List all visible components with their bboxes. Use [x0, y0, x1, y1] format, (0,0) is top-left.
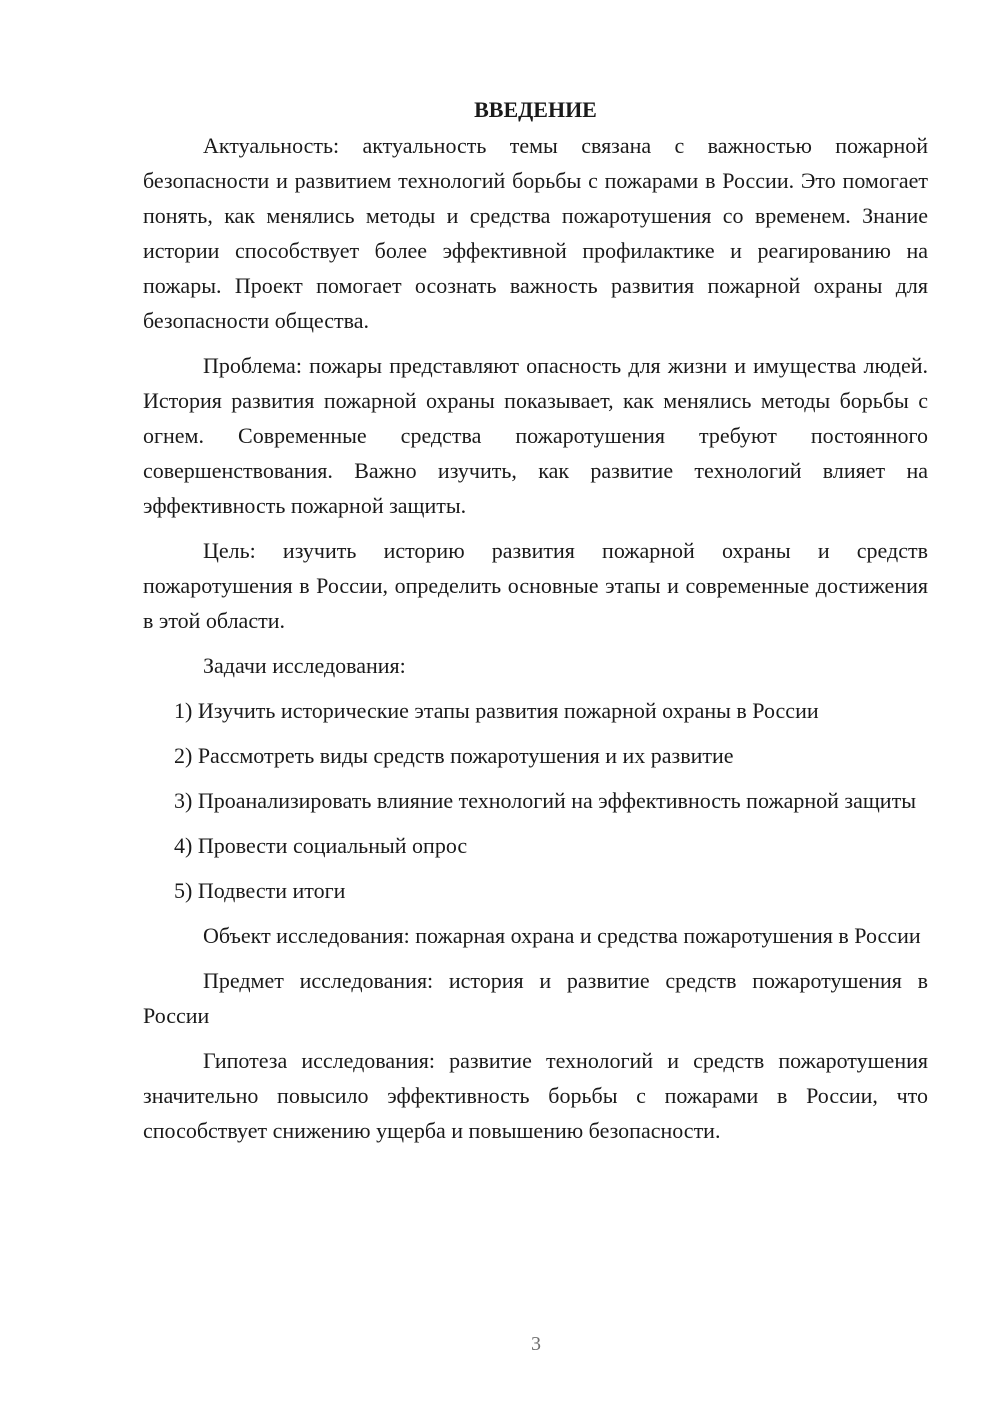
relevance-paragraph: Актуальность: актуальность темы связана с важностью пожарной безопасности и развитием технологий борьбы с пожарами в России. Это помогает понять, как менялись методы и средства пожаротушения со временем. Знание истории способствует более эффективной профилактике и реагированию на пожары. Проект помогает осознать важность развития пожарной охраны для безопасности общества. [143, 133, 928, 333]
page-content [143, 94, 928, 1158]
section-heading: ВВЕДЕНИЕ [474, 97, 597, 122]
tasks-title: Задачи исследования: [203, 653, 406, 678]
page-number: 3 [531, 1333, 541, 1355]
task-item-1: 1) Изучить исторические этапы развития пожарной охраны в России [174, 698, 819, 723]
task-item-5: 5) Подвести итоги [174, 878, 346, 903]
object-paragraph: Объект исследования: пожарная охрана и средства пожаротушения в России [203, 923, 921, 948]
goal-paragraph: Цель: изучить историю развития пожарной охраны и средств пожаротушения в России, определить основные этапы и современные достижения в этой области. [143, 538, 928, 633]
task-item-3: 3) Проанализировать влияние технологий на эффективность пожарной защиты [174, 788, 916, 813]
task-item-4: 4) Провести социальный опрос [174, 833, 468, 858]
problem-paragraph: Проблема: пожары представляют опасность для жизни и имущества людей. История развития пожарной охраны показывает, как менялись методы борьбы с огнем. Современные средства пожаротушения требуют постоянного совершенствования. Важно изучить, как развитие технологий влияет на эффективность пожарной защиты. [143, 353, 928, 518]
hypothesis-paragraph: Гипотеза исследования: развитие технологий и средств пожаротушения значительно повысило эффективность борьбы с пожарами в России, что способствует снижению ущерба и повышению безопасности. [143, 1048, 928, 1143]
subject-paragraph: Предмет исследования: история и развитие средств пожаротушения в России [143, 968, 928, 1028]
tasks-list [143, 693, 928, 908]
task-item-2: 2) Рассмотреть виды средств пожаротушения и их развитие [174, 743, 734, 768]
